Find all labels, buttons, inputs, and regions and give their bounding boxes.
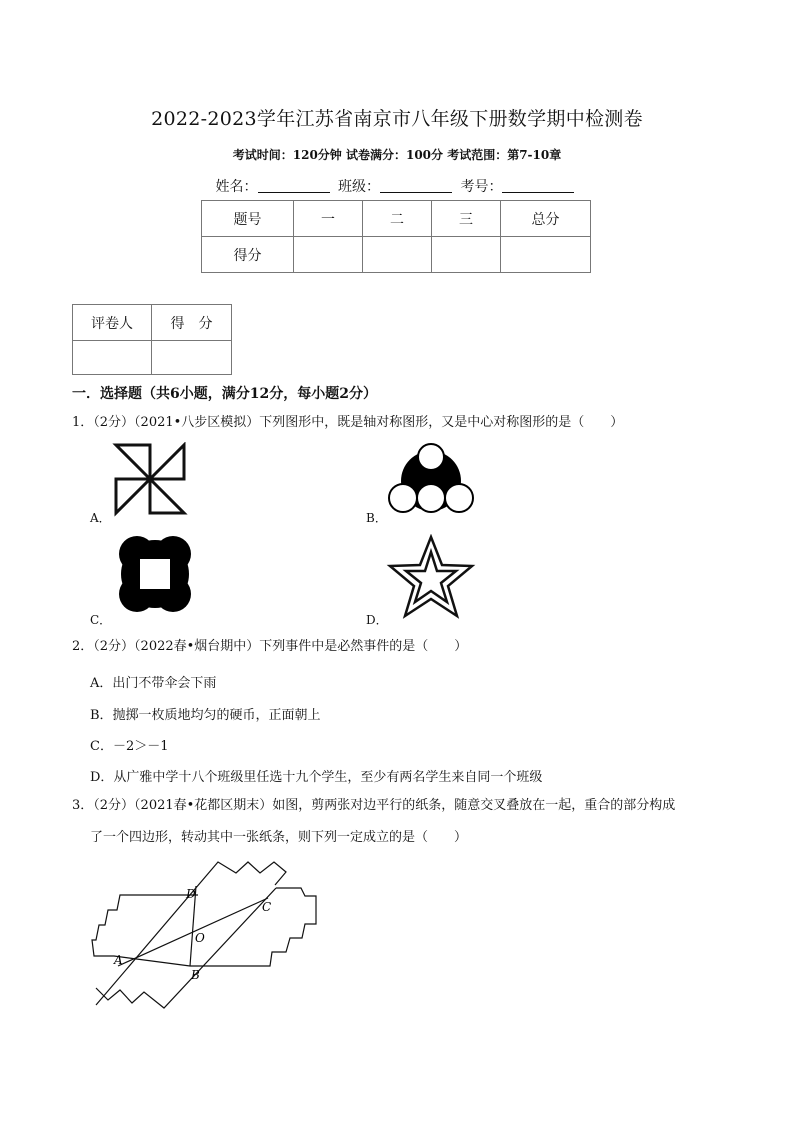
- score-header-cell: 三: [432, 201, 501, 237]
- center-label-o: O: [195, 931, 205, 945]
- grader-table: [72, 304, 232, 375]
- vertex-label-a: A: [114, 953, 123, 967]
- exam-info: 考试时间：120分钟 试卷满分：100分 考试范围：第7-10章: [232, 148, 562, 162]
- score-header: 得 分: [152, 305, 232, 341]
- circles-figure: [386, 441, 476, 516]
- vertex-label-d: D: [186, 887, 196, 901]
- question-2-stem: 2．（2分）（2022春•烟台期中）下列事件中是必然事件的是（ ）: [72, 639, 468, 654]
- question-3-stem-line1: 3．（2分）（2021春•花都区期末）如图，剪两张对边平行的纸条，随意交叉叠放在一起，重合的部分构成: [72, 798, 676, 813]
- page-title: 2022-2023学年江苏省南京市八年级下册数学期中检测卷: [151, 108, 643, 130]
- q1-option-label: C．: [90, 613, 112, 627]
- score-cell[interactable]: [152, 341, 232, 375]
- pinwheel-figure: [110, 442, 190, 517]
- star-figure: [386, 534, 476, 620]
- vertex-label-b: B: [191, 968, 200, 982]
- section-heading: 一．选择题（共6小题，满分12分，每小题2分）: [72, 386, 377, 402]
- q1-option-label: B．: [366, 511, 387, 525]
- number-blank[interactable]: [502, 178, 574, 193]
- q2-option-d[interactable]: D．从广雅中学十八个班级里任选十九个学生，至少有两名学生来自同一个班级: [90, 770, 543, 785]
- class-blank[interactable]: [380, 178, 452, 193]
- score-header-cell: 总分: [501, 201, 591, 237]
- q1-option-label: A．: [90, 511, 111, 525]
- score-table: [201, 200, 591, 273]
- score-cell[interactable]: [501, 237, 591, 273]
- vertex-label-c: C: [262, 900, 272, 914]
- parallelogram-figure: [90, 860, 330, 1010]
- grader-header: 评卷人: [73, 305, 152, 341]
- grader-cell[interactable]: [73, 341, 152, 375]
- score-row-label: 得分: [202, 237, 294, 273]
- question-1-stem: 1．（2分）（2021•八步区模拟）下列图形中，既是轴对称图形，又是中心对称图形的是（ ）: [72, 415, 624, 430]
- q1-option-label: D．: [366, 613, 388, 627]
- score-cell[interactable]: [363, 237, 432, 273]
- student-id-line: [0, 176, 794, 196]
- name-label: 姓名：: [215, 179, 258, 195]
- score-cell[interactable]: [432, 237, 501, 273]
- score-cell[interactable]: [294, 237, 363, 273]
- number-label: 考号：: [460, 179, 503, 195]
- class-label: 班级：: [338, 179, 380, 195]
- q2-option-a[interactable]: A．出门不带伞会下雨: [90, 676, 217, 691]
- score-header-cell: 一: [294, 201, 363, 237]
- score-header-cell: 题号: [202, 201, 294, 237]
- score-header-cell: 二: [363, 201, 432, 237]
- quatrefoil-figure: [115, 532, 195, 617]
- name-blank[interactable]: [258, 178, 330, 193]
- question-3-stem-line2: 了一个四边形，转动其中一张纸条，则下列一定成立的是（ ）: [90, 830, 468, 845]
- q2-option-b[interactable]: B．抛掷一枚质地均匀的硬币，正面朝上: [90, 708, 321, 723]
- q2-option-c[interactable]: C．－2＞－1: [90, 739, 169, 754]
